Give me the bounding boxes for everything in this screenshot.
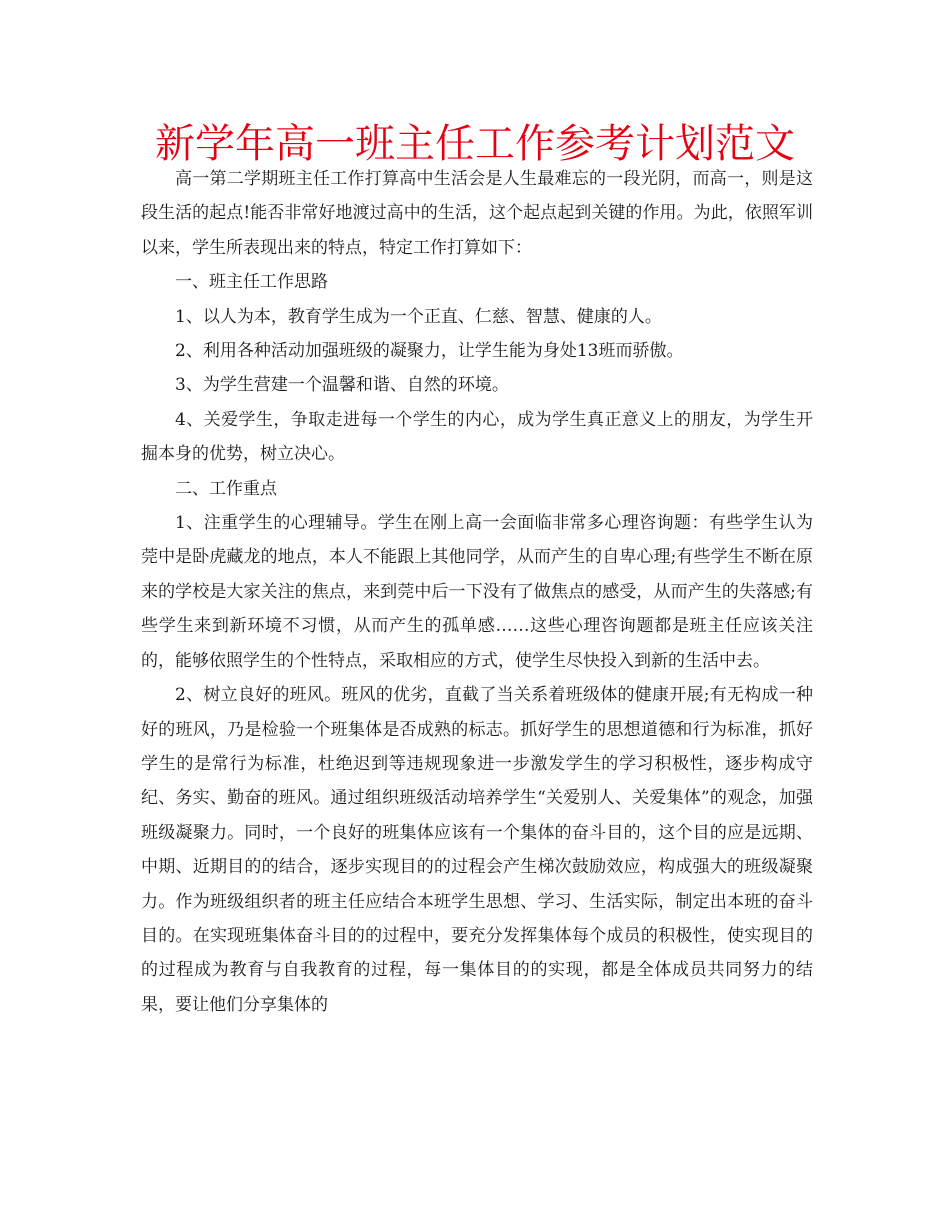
list-item: 1、以人为本，教育学生成为一个正直、仁慈、智慧、健康的人。 — [175, 306, 662, 327]
document-body — [141, 162, 813, 1022]
paragraph-intro: 高一第二学期班主任工作打算高中生活会是人生最难忘的一段光阴，而高一，则是这段生活的起点!能否非常好地渡过高中的生活，这个起点起到关键的作用。为此，依照军训以来，学生所表现出来的特点，特定工作打算如下： — [141, 169, 813, 258]
list-item: 3、为学生营建一个温馨和谐、自然的环境。 — [175, 375, 509, 396]
section-heading-2: 二、工作重点 — [175, 478, 277, 499]
paragraph: 2、树立良好的班风。班风的优劣，直截了当关系着班级体的健康开展;有无构成一种好的班风，乃是检验一个班集体是否成熟的标志。抓好学生的思想道德和行为标准，抓好学生的是常行为标准，杜绝迟到等违规现象进一步激发学生的学习积极性，逐步构成守纪、务实、勤奋的班风。通过组织班级活动培养学生“关爱别人、关爱集体”的观念，加强班级凝聚力。同时，一个良好的班集体应该有一个集体的奋斗目的，这个目的应是远期、中期、近期目的的结合，逐步实现目的的过程会产生梯次鼓励效应，构成强大的班级凝聚力。作为班级组织者的班主任应结合本班学生思想、学习、生活实际，制定出本班的奋斗目的。在实现班集体奋斗目的的过程中，要充分发挥集体每个成员的积极性，使实现目的的过程成为教育与自我教育的过程，每一集体目的的实现，都是全体成员共同努力的结果，要让他们分享集体的 — [141, 685, 813, 1015]
paragraph: 1、注重学生的心理辅导。学生在刚上高一会面临非常多心理咨询题：有些学生认为莞中是卧虎藏龙的地点，本人不能跟上其他同学，从而产生的自卑心理;有些学生不断在原来的学校是大家关注的焦点，来到莞中后一下没有了做焦点的感受，从而产生的失落感;有些学生来到新环境不习惯，从而产生的孤单感……这些心理咨询题都是班主任应该关注的，能够依照学生的个性特点，采取相应的方式，使学生尽快投入到新的生活中去。 — [141, 513, 813, 671]
list-item: 4、关爱学生，争取走进每一个学生的内心，成为学生真正意义上的朋友，为学生开掘本身的优势，树立决心。 — [141, 409, 813, 465]
section-heading-1: 一、班主任工作思路 — [175, 272, 328, 293]
list-item: 2、利用各种活动加强班级的凝聚力，让学生能为身处13班而骄傲。 — [175, 341, 684, 362]
document-title: 新学年高一班主任工作参考计划范文 — [155, 121, 795, 167]
